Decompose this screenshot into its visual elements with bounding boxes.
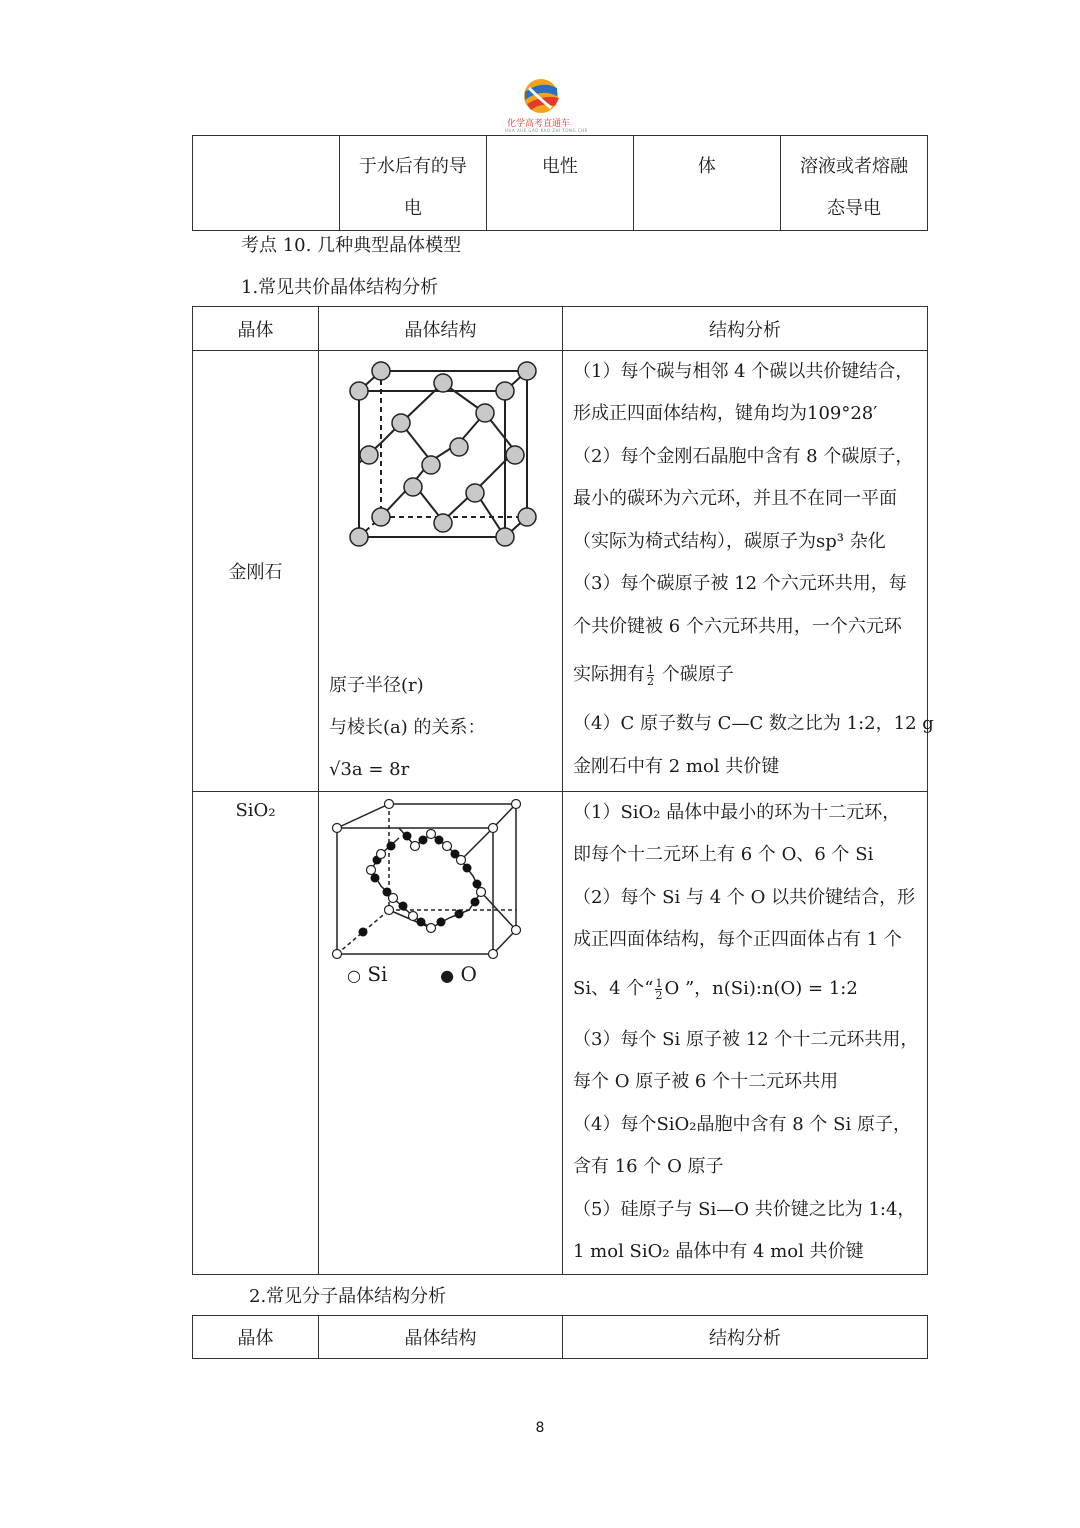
analysis-line: （1）SiO₂ 晶体中最小的环为十二元环，	[573, 802, 901, 823]
analysis-text: O ”，n(Si):n(O) = 1:2	[664, 978, 858, 999]
cell-text: 体	[697, 156, 716, 177]
analysis-line: 含有 16 个 O 原子	[573, 1156, 724, 1177]
analysis-line: （4）每个SiO₂晶胞中含有 8 个 Si 原子，	[573, 1114, 911, 1135]
top-cell-1	[193, 136, 340, 231]
analysis-line: 每个 O 原子被 6 个十二元环共用	[573, 1071, 839, 1092]
analysis-line: 个共价键被 6 个六元环共用，一个六元环	[573, 616, 902, 637]
analysis-line: （5）硅原子与 Si—O 共价键之比为 1:4，	[573, 1199, 916, 1220]
analysis-line: 形成正四面体结构，键角均为109°28′	[573, 403, 878, 424]
o-legend-icon: ●	[440, 966, 455, 985]
si-legend-label: Si	[367, 962, 388, 986]
subsection-title-1: 1.常见共价晶体结构分析	[241, 277, 439, 298]
radius-relation-line-1: 原子半径(r)	[329, 675, 424, 696]
analysis-line: （2）每个金刚石晶胞中含有 8 个碳原子，	[573, 446, 914, 467]
covalent-crystal-table	[192, 306, 934, 1275]
header-crystal: 晶体	[193, 307, 319, 351]
crystal-name: SiO₂	[235, 800, 276, 821]
analysis-text: Si、4 个“	[573, 978, 654, 999]
logo	[505, 74, 588, 133]
analysis-line: （3）每个 Si 原子被 12 个十二元环共用，	[573, 1029, 919, 1050]
sio2-structure-cell	[319, 792, 563, 1275]
diamond-structure-cell	[319, 351, 563, 792]
sio2-name	[193, 792, 319, 1275]
analysis-line: （4）C 原子数与 C—C 数之比为 1:2，12 g	[573, 713, 934, 734]
sio2-structure-diagram	[331, 798, 536, 963]
analysis-line-with-fraction	[573, 654, 734, 696]
analysis-text: 个碳原子	[656, 664, 734, 685]
analysis-line: （实际为椅式结构），碳原子为sp³ 杂化	[573, 531, 886, 552]
analysis-line: 成正四面体结构，每个正四面体占有 1 个	[573, 929, 902, 950]
fraction	[647, 664, 654, 687]
o-legend-label: O	[460, 962, 477, 986]
cell-text: 溶液或者熔融	[799, 156, 908, 177]
si-legend-icon: ○	[347, 966, 361, 985]
analysis-line: （3）每个碳原子被 12 个六元环共用，每	[573, 573, 907, 594]
top-cell-5	[780, 136, 927, 231]
cell-text: 电性	[541, 156, 578, 177]
cell-text: 于水后有的导	[358, 156, 467, 177]
numerator: 1	[647, 662, 654, 676]
analysis-line: 最小的碳环为六元环，并且不在同一平面	[573, 488, 897, 509]
header-structure: 晶体结构	[319, 1316, 563, 1359]
analysis-line: 1 mol SiO₂ 晶体中有 4 mol 共价键	[573, 1241, 864, 1262]
header-analysis: 结构分析	[563, 307, 928, 351]
molecular-crystal-table	[192, 1315, 928, 1359]
diamond-structure-diagram	[339, 361, 539, 551]
header-crystal: 晶体	[193, 1316, 319, 1359]
analysis-text: 实际拥有	[573, 664, 645, 685]
diamond-analysis-cell	[563, 351, 934, 792]
logo-subtext: HUA XUE GAO KAO ZHI TONG CHE	[505, 128, 588, 133]
section-title: 考点 10. 几种典型晶体模型	[241, 235, 462, 256]
analysis-line-with-fraction	[573, 968, 858, 1010]
top-cell-3	[486, 136, 633, 231]
logo-icon	[505, 74, 585, 118]
analysis-line: （1）每个碳与相邻 4 个碳以共价键结合，	[573, 361, 914, 382]
header-analysis: 结构分析	[563, 1316, 928, 1359]
diamond-name	[193, 351, 319, 792]
analysis-line: 即每个十二元环上有 6 个 O、6 个 Si	[573, 844, 874, 865]
logo-text: 化学高考直通车	[507, 119, 571, 129]
analysis-line: （2）每个 Si 与 4 个 O 以共价键结合，形	[573, 887, 916, 908]
denominator: 2	[647, 674, 654, 688]
top-table	[192, 135, 928, 231]
top-cell-2	[339, 136, 486, 231]
sio2-legend	[347, 962, 477, 986]
cell-text: 电	[403, 198, 422, 219]
cell-text: 态导电	[826, 198, 881, 219]
sio2-analysis-cell	[563, 792, 928, 1275]
radius-relation-line-2: 与棱长(a) 的关系：	[329, 717, 486, 738]
header-structure: 晶体结构	[319, 307, 563, 351]
subsection-title-2: 2.常见分子晶体结构分析	[249, 1286, 447, 1307]
radius-relation-formula: √3a = 8r	[329, 759, 410, 780]
crystal-name: 金刚石	[228, 562, 283, 583]
numerator: 1	[655, 976, 663, 990]
fraction	[655, 978, 662, 1001]
top-cell-4	[633, 136, 780, 231]
page-number: 8	[535, 1420, 545, 1436]
denominator: 2	[655, 988, 663, 1002]
analysis-line: 金刚石中有 2 mol 共价键	[573, 756, 780, 777]
